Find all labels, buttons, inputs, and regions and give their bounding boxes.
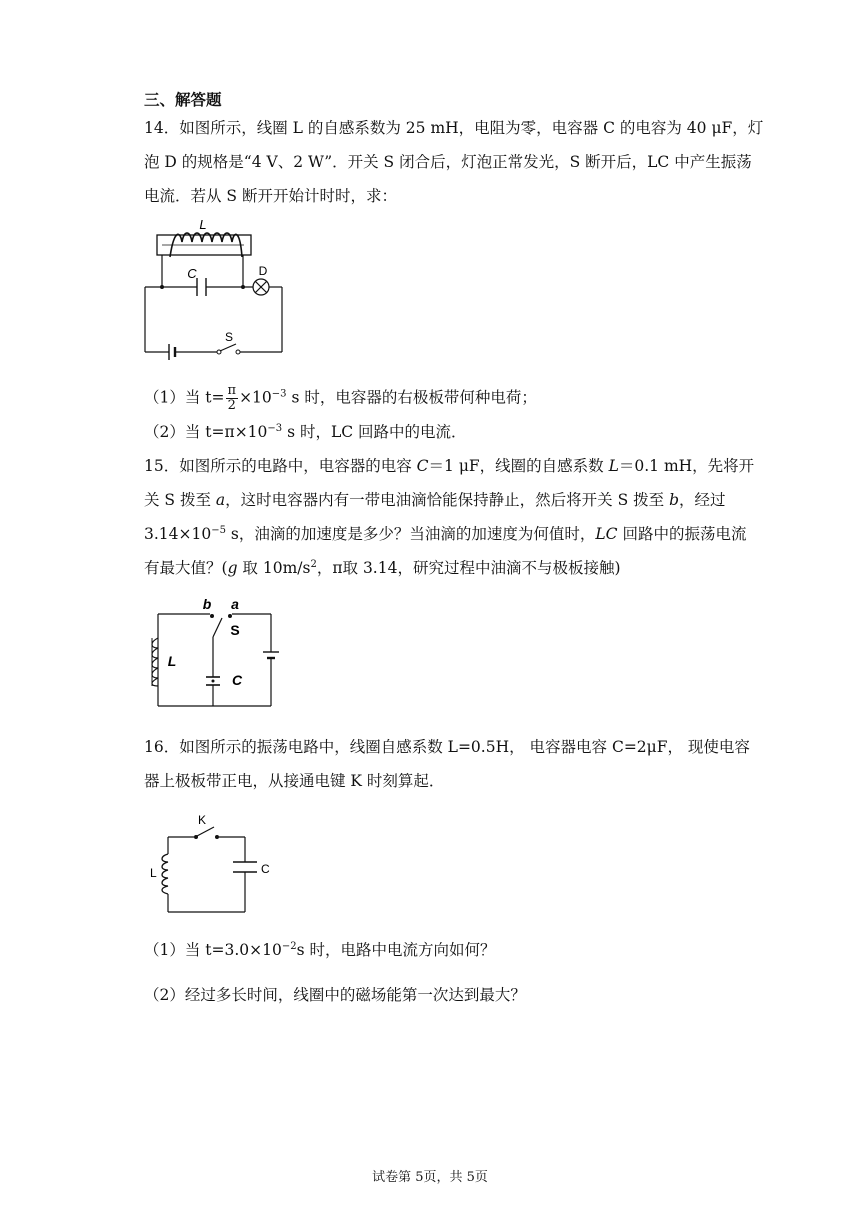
q15-line-1: 15．如图所示的电路中，电容器的电容 C＝1 μF，线圈的自感系数 L＝0.1 mH，先将开 xyxy=(144,457,755,475)
q14-label-D: D xyxy=(258,264,268,278)
q15-label-S: S xyxy=(230,622,240,638)
q16-label-C: C xyxy=(261,862,270,876)
q14-sub-2: （2）当 $t=\pi\times 10^{-3}$ s 时，LC 回路中的电流． xyxy=(144,423,467,441)
q14-line-1: 14．如图所示，线圈 L 的自感系数为 25 mH，电阻为零，电容器 C 的电容为 40 μF，灯 xyxy=(144,119,764,137)
q15-line-3: $3.14\times 10^{-5}$ s，油滴的加速度是多少？当油滴的加速度为何值时，LC 回路中的振荡电流 xyxy=(144,525,747,543)
q14-label-L: L xyxy=(199,217,207,232)
q16-label-K: K xyxy=(197,813,207,827)
q16-sub-1: （1）当 $t=3.0\times 10^{-2}s$ 时，电路中电流方向如何？ xyxy=(144,941,496,959)
q16-line-1: 16．如图所示的振荡电路中，线圈自感系数 L=0.5H， 电容器电容 C=2μF， 现使电容 xyxy=(144,738,750,756)
q15-label-C: C xyxy=(231,672,243,688)
q14-line-2: 泡 D 的规格是“4 V、2 W”．开关 S 闭合后，灯泡正常发光，S 断开后，LC 中产生振荡 xyxy=(144,153,752,171)
q15-label-L: L xyxy=(167,653,177,669)
q14-line-3: 电流．若从 S 断开开始计时时，求： xyxy=(144,187,397,205)
q15-circuit-diagram xyxy=(140,592,290,712)
q14-label-S: S xyxy=(224,330,234,344)
q15-line-2: 关 S 拨至 a，这时电容器内有一带电油滴恰能保持静止，然后将开关 S 拨至 b，经过 xyxy=(144,491,726,509)
q16-label-L: L xyxy=(150,866,157,880)
q14-label-C: C xyxy=(187,266,197,281)
q14-sub-1: （1）当 t= $\frac{\pi}{2}$ $\times 10^{-3}$ s 时，电容器的右极板带何种电荷； xyxy=(144,383,537,413)
section-title: 三、解答题 xyxy=(144,90,222,109)
q16-sub-2: （2）经过多长时间，线圈中的磁场能第一次达到最大？ xyxy=(144,986,526,1004)
q16-circuit-diagram xyxy=(140,810,280,920)
q15-label-a: a xyxy=(231,596,239,612)
q14-circuit-diagram xyxy=(140,212,290,362)
q16-line-2: 器上极板带正电，从接通电键 K 时刻算起． xyxy=(144,772,445,790)
q15-line-4: 有最大值？(g 取 $10m/s^2$，π取 3.14，研究过程中油滴不与极板接触) xyxy=(144,559,621,577)
q15-label-b: b xyxy=(202,596,212,612)
page-footer: 试卷第 5页，共 5页 xyxy=(372,1170,488,1185)
